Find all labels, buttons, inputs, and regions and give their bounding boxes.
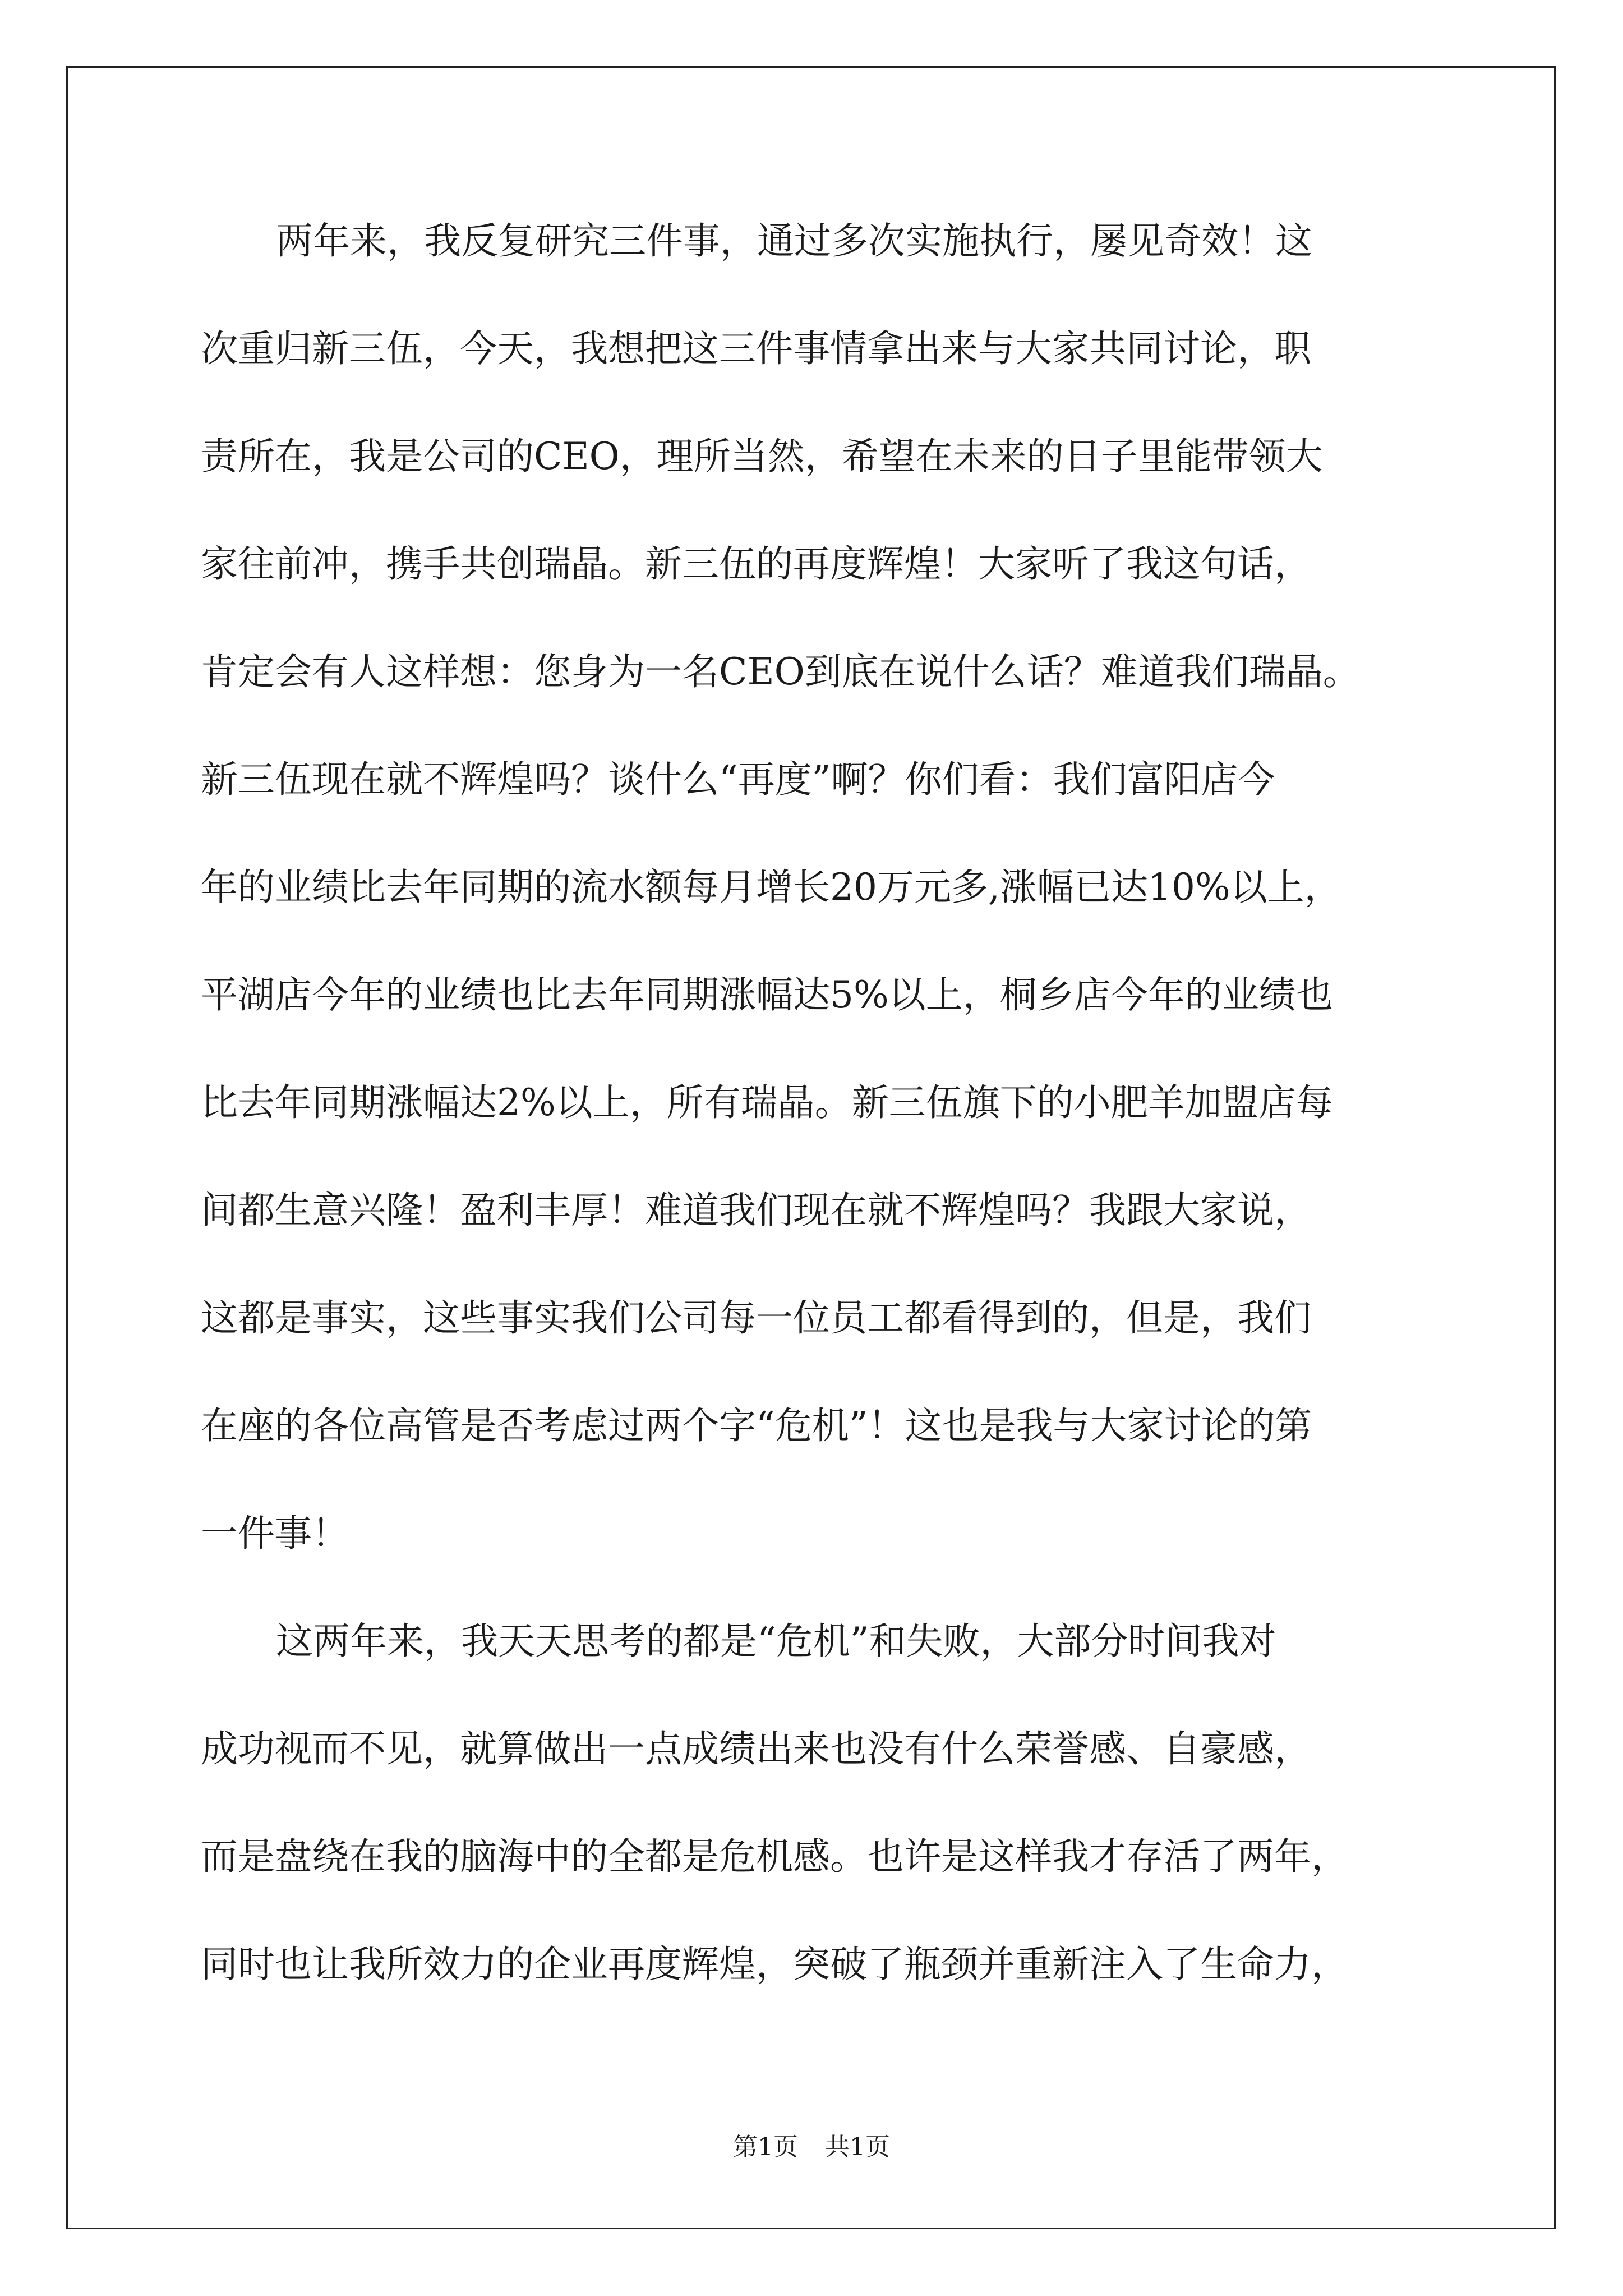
paragraph-1-line: 家往前冲，携手共创瑞晶。新三伍的再度辉煌！大家听了我这句话， xyxy=(201,542,1311,586)
paragraph-1-line: 比去年同期涨幅达2%以上，所有瑞晶。新三伍旗下的小肥羊加盟店每 xyxy=(201,1081,1333,1124)
paragraph-1-line: 次重归新三伍，今天，我想把这三件事情拿出来与大家共同讨论，职 xyxy=(201,327,1311,370)
page-footer xyxy=(0,2131,1623,2164)
paragraph-1-line: 一件事！ xyxy=(201,1512,349,1555)
paragraph-2-line: 而是盘绕在我的脑海中的全都是危机感。也许是这样我才存活了两年， xyxy=(201,1835,1348,1878)
document-body xyxy=(201,213,1423,2044)
paragraph-1-line: 这都是事实，这些事实我们公司每一位员工都看得到的，但是，我们 xyxy=(201,1296,1311,1340)
page-number: 第1页 xyxy=(733,2133,798,2161)
paragraph-2-line: 这两年来，我天天思考的都是“危机”和失败，大部分时间我对 xyxy=(276,1619,1276,1663)
paragraph-1-line: 平湖店今年的业绩也比去年同期涨幅达5%以上，桐乡店今年的业绩也 xyxy=(201,973,1333,1016)
paragraph-2-line: 同时也让我所效力的企业再度辉煌，突破了瓶颈并重新注入了生命力， xyxy=(201,1943,1348,1986)
paragraph-1-line: 两年来，我反复研究三件事，通过多次实施执行，屡见奇效！这 xyxy=(276,219,1312,263)
page-total: 共1页 xyxy=(825,2133,890,2161)
paragraph-1-line: 新三伍现在就不辉煌吗？谈什么“再度”啊？你们看：我们富阳店今 xyxy=(201,758,1275,801)
paragraph-1-line: 肯定会有人这样想：您身为一名CEO到底在说什么话？难道我们瑞晶。 xyxy=(201,650,1360,693)
paragraph-1-line: 间都生意兴隆！盈利丰厚！难道我们现在就不辉煌吗？我跟大家说， xyxy=(201,1189,1311,1232)
paragraph-2-line: 成功视而不见，就算做出一点成绩出来也没有什么荣誉感、自豪感， xyxy=(201,1727,1311,1770)
paragraph-1-line: 年的业绩比去年同期的流水额每月增长20万元多,涨幅已达10%以上， xyxy=(201,866,1341,909)
paragraph-1-line: 在座的各位高管是否考虑过两个字“危机”！这也是我与大家讨论的第 xyxy=(201,1404,1312,1447)
paragraph-1-line: 责所在，我是公司的CEO，理所当然，希望在未来的日子里能带领大 xyxy=(201,435,1323,478)
